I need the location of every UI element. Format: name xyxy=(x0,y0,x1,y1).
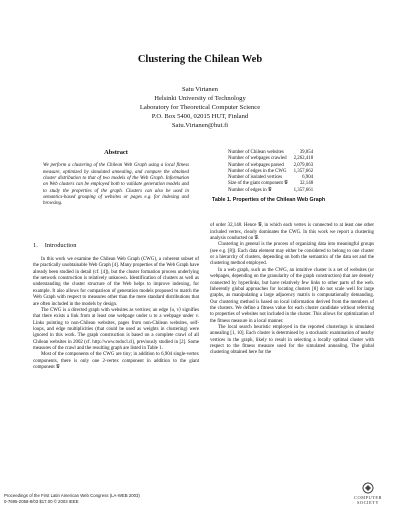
logo-text-line-1: COMPUTER xyxy=(354,495,382,500)
left-column xyxy=(33,150,199,371)
table-cell-label: Number of Chilean websites xyxy=(228,150,284,155)
emblem-icon xyxy=(361,482,375,494)
logo-text-line-2: SOCIETY xyxy=(356,500,380,505)
table-cell-value: 39,054 xyxy=(299,150,314,155)
table-row xyxy=(228,188,313,194)
table-cell-value: 1,357,662 xyxy=(293,168,314,174)
author-email: Satu.Virtanen@hut.fi xyxy=(171,121,229,129)
affiliation-university: Helsinki University of Technology xyxy=(154,94,246,102)
author-block xyxy=(0,86,400,131)
table-cell-label: Number of edges in 𝒢 xyxy=(228,187,272,193)
proceedings-footer xyxy=(4,493,140,504)
table-cell-label: Number of isolated vertices xyxy=(228,175,283,181)
section-title: Introduction xyxy=(44,241,77,249)
table-cell-label: Number of webpages parsed xyxy=(228,162,284,168)
postal-address: P.O. Box 5400, 02015 HUT, Finland xyxy=(151,112,249,120)
table-cell-label: Number of webpages crawled xyxy=(228,156,287,162)
table-caption: Table 1. Properties of the Chilean Web Graph xyxy=(212,197,326,204)
computer-society-logo xyxy=(340,482,396,505)
table-cell-label: Number of edges in the CWG xyxy=(228,168,287,174)
table-row xyxy=(228,163,313,169)
table-cell-value: 2,262,418 xyxy=(293,156,314,162)
table-row xyxy=(228,181,313,187)
right-column xyxy=(210,150,374,357)
body-paragraph-2: Clustering in general is the process of organizing data into meaningful groups (see e.g. [8]). Each data element may either be considered to belong to one cluster or a hierarchy of clusters, depending on both the semantics of the data set and the clustering method employed. xyxy=(210,242,374,267)
footer-line-2: 0-7695-2058-8/03 $17.00 © 2003 IEEE xyxy=(4,498,79,504)
table-cell-value: 32,148 xyxy=(299,181,314,187)
section-number: 1. xyxy=(33,241,38,249)
table-cell-label: Size of the giant component 𝒢 xyxy=(228,181,288,187)
body-paragraph-4: The local search heuristic employed in the reported clusterings is simulated annealing [1, 10]. Each cluster is determined by a stochastic examination of nearby vertices in the graph, likely to result in selecting a locally optimal cluster with respect to the fitness measure used for the simulated annealing. The global clustering obtained here for the xyxy=(210,324,374,356)
table-cell-value: 2,079,063 xyxy=(293,162,314,168)
affiliation-lab: Laboratory for Theoretical Computer Science xyxy=(139,103,261,111)
properties-table xyxy=(228,150,313,194)
ieee-cs-emblem-icon xyxy=(340,482,396,495)
body-paragraph-1: of order 32,148. Hence 𝒢, in which each vertex is connected to at least one other included vertex, clearly dominates the CWG. In this work we report a clustering analysis conducted on 𝒢. xyxy=(210,223,374,242)
intro-paragraph-3: Most of the components of the CWG are tiny; in addition to 6,904 single-vertex components, there is only one 2-vertex component in addition to the giant component 𝒢 xyxy=(33,352,199,370)
intro-paragraph-2: The CWG is a directed graph with websites as vertices; an edge ⟨u, v⟩ signifies that there exists a link from at least one webpage under u to a webpage under v. Links pointing to non-Chilean websites, pages from non-Chilean websites, self-loops, and edge multiplicities (that could be used as weights in clustering) were ignored in this work. The graph construction is based on a complete crawl of all Chilean websites in 2002 (cf. http://www.todocl.cl), previously studied in [2]. Some measures of the crawl and the resulting graph are listed in Table 1. xyxy=(33,307,199,351)
table-cell-value: 1,357,661 xyxy=(293,187,314,193)
paper-title: Clustering the Chilean Web xyxy=(137,54,263,65)
body-paragraph-3: In a web graph, such as the CWG, an intuitive cluster is a set of websites (or webpages, depending on the granularity of the graph construction) that are densely connected by hyperlinks, but have relatively few links to other parts of the web. Inherently global approaches for locating clusters [8] do not scale well for large graphs, as manipulating a large adjacency matrix is computationally demanding. Our clustering method is based on local information derived from the members of the clusters. We define a fitness value for each cluster candidate without referring to properties of websites not included in the cluster. This allows for optimization of the fitness measure in a local manner. xyxy=(210,267,374,324)
section-heading-introduction xyxy=(33,243,199,249)
table-row xyxy=(228,156,313,162)
author-name: Satu Virtanen xyxy=(182,86,218,93)
intro-paragraph-1: In this work we examine the Chilean Web Graph (CWG), a coherent subset of the practically unobtainable Web Graph [4]. Many properties of the Web Graph have already been studied in detail (cf. [4]), but the cluster formation process underlying the network construction is relatively unknown. Identification of clusters as well as understanding the cluster structure of the Web helps to improve indexing, for example. It also allows for comparison of generation models proposed to match the Web Graph with respect to measures other than the mere standard distributions that are often included in the models by design. xyxy=(33,257,199,307)
table-cell-value: 6,904 xyxy=(302,175,314,181)
abstract-heading: Abstract xyxy=(104,149,128,156)
abstract-text: We perform a clustering of the Chilean Web Graph using a local fitness measure, optimized by simulated annealing, and compare the obtained cluster distribution to that of two models of the Web Graph. Information on Web clusters can be employed both to validate generation models and to study the properties of the graph. Clusters can also be used in semantics-based grouping of websites or pages e.g. for indexing and browsing. xyxy=(43,163,189,207)
footer-line-1: Proceedings of the First Latin American Web Congress (LA-WEB 2003) xyxy=(4,493,140,498)
